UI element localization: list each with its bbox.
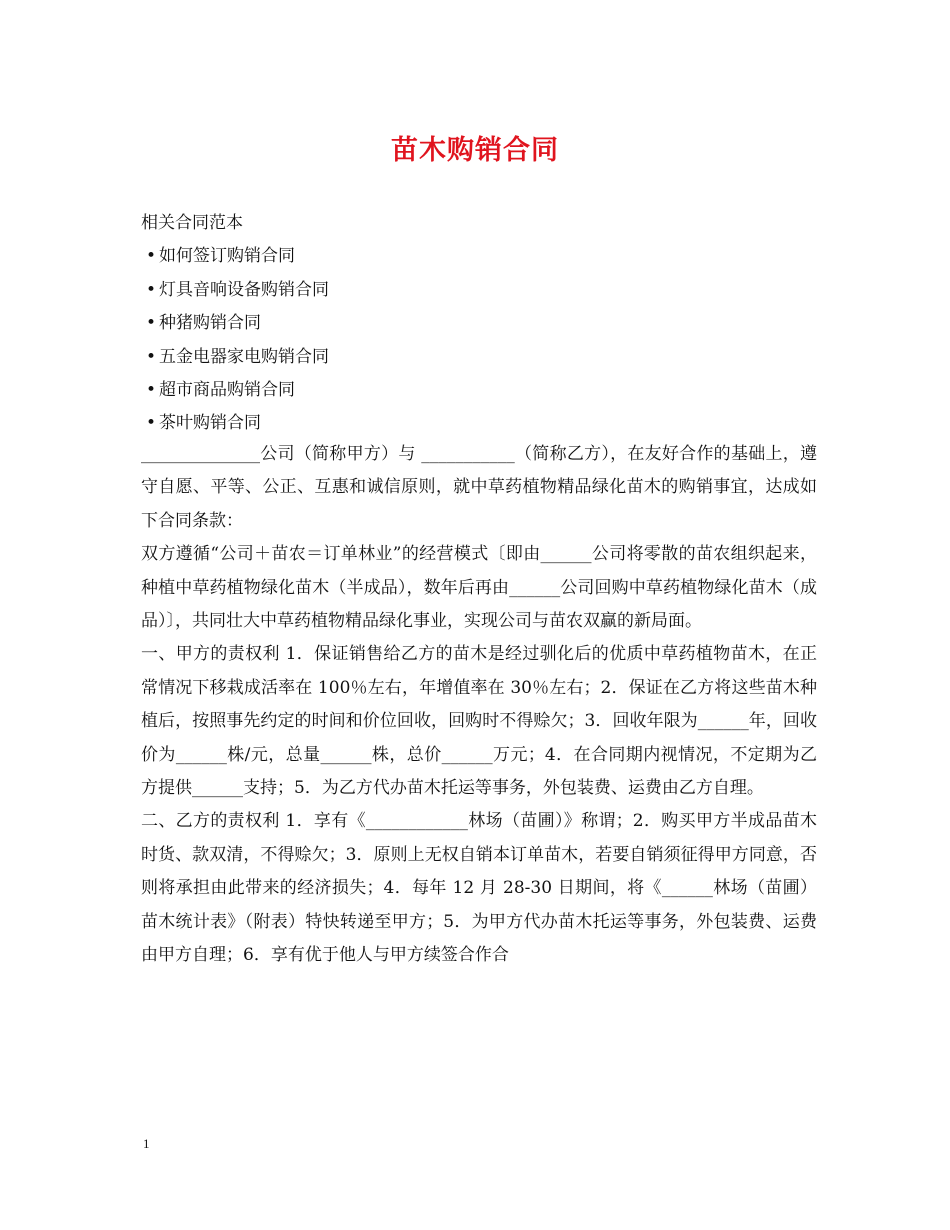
bullet-icon: • [145,313,157,334]
bullet-icon: • [145,346,157,367]
related-template-link[interactable] [141,341,821,374]
related-template-link[interactable] [141,274,821,307]
related-templates-heading: 相关合同范本 [141,213,243,233]
bullet-icon: • [145,380,157,401]
page-number: 1 [143,1136,150,1151]
contract-paragraph-party-b: 二、乙方的责权利 1．享有《____________林场（苗圃）》称谓；2．购买甲方半成品苗木时货、款双清，不得赊欠；3．原则上无权自销本订单苗木，若要自销须征得甲方同意，否则将承担由此带来的经济损失；4．每年 12 月 28-30 日期间，将《______林场（苗圃）苗木统计表》（附表）特快转递至甲方；5．为甲方代办苗木托运等事务，外包装费、运费由甲方自理；6．享有优于他人与甲方续签合作合 [141,811,817,966]
related-template-label[interactable]: 茶叶购销合同 [159,413,261,434]
related-template-link[interactable] [141,307,821,340]
contract-body [141,438,817,973]
contract-paragraph-model: 双方遵循“公司＋苗农＝订单林业”的经营模式〔即由______公司将零散的苗农组织起来，种植中草药植物绿化苗木（半成品），数年后再由______公司回购中草药植物绿化苗木（成品）〕，共同壮大中草药植物精品绿化事业，实现公司与苗农双赢的新局面。 [141,544,817,632]
document-title: 苗木购销合同 [391,135,559,166]
contract-paragraph-party-a: 一、甲方的责权利 1．保证销售给乙方的苗木是经过驯化后的优质中草药植物苗木，在正常情况下移栽成活率在 100％左右，年增值率在 30％左右；2．保证在乙方将这些苗木种植后，按照事先约定的时间和价位回收，回购时不得赊欠；3．回收年限为______年，回收价为______株/元，总量______株，总价______万元；4．在合同期内视情况，不定期为乙方提供______支持；5．为乙方代办苗木托运等事务，外包装费、运费由乙方自理。 [141,644,817,799]
related-template-label[interactable]: 灯具音响设备购销合同 [159,279,329,300]
bullet-icon: • [145,246,157,267]
related-template-label[interactable]: 如何签订购销合同 [159,246,295,267]
related-template-label[interactable]: 种猪购销合同 [159,313,261,334]
related-template-label[interactable]: 五金电器家电购销合同 [159,346,329,367]
bullet-icon: • [145,413,157,434]
related-templates-list [141,240,821,440]
related-templates-section [141,207,821,441]
related-template-link[interactable] [141,240,821,273]
related-template-link[interactable] [141,374,821,407]
related-template-link[interactable] [141,407,821,440]
related-template-label[interactable]: 超市商品购销合同 [159,380,295,401]
contract-paragraph-intro: ______________公司（简称甲方）与 ___________（简称乙方），在友好合作的基础上，遵守自愿、平等、公正、互惠和诚信原则，就中草药植物精品绿化苗木的购销事宜，达成如下合同条款： [141,444,817,531]
bullet-icon: • [145,279,157,300]
